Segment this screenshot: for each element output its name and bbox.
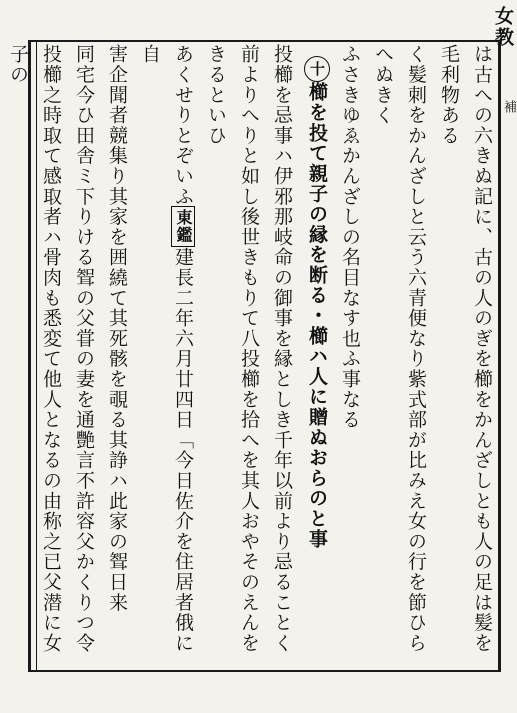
margin-rule [500,40,517,672]
text-line-7-lead: あくせりとぞいふ [172,44,194,207]
vertical-text-body [7,44,498,670]
margin-tab-label: 補 [501,100,516,113]
text-line-5: 投櫛を忌事ハ伊邪那岐命の御事を縁としき千年以前より忌ることく [271,44,293,653]
section-title: 櫛を投て親子の縁を断る・櫛ハ人に贈ぬおらのと事 [306,82,328,549]
text-line-10: 投櫛之時取て感取者ハ骨肉も悉変て他人となるの由称之已父潜に女子の [7,44,62,653]
text-line-8: 害企聞者競集り其家を囲繞て其死骸を覗る其諍ハ此家の聟日来 [106,44,128,613]
section-number: 十 [304,56,330,82]
source-box-label: 東鑑 [171,206,195,247]
text-line-7-rest: 建長二年六月廿四日「今日佐介を住居者俄に自 [139,44,194,654]
text-line-11 [0,44,1,670]
text-line-6: 前よりへりと如し後世きもりて八投櫛を拾へを其人おやそのえんをきるといひ [205,44,260,653]
text-line-1: は古への六きぬ記に、古の人のぎを櫛をかんざしとも人の足は髪を毛利物ある [438,44,493,653]
text-line-9: 同宅今ひ田舎ミ下りける聟の父甞の妻を通艷言不許容父かくりつ令 [73,44,95,653]
section-heading [298,44,333,670]
margin-header: 女教 [492,6,514,48]
text-line-3: ふさきゆゑかんざしの名目なす也ふ事なる [339,44,361,430]
text-line-2: く髪刺をかんざしと云う六青便なり紫式部が比みえ女の行を節ひらへぬきく [372,44,427,653]
text-line-7 [133,44,199,670]
